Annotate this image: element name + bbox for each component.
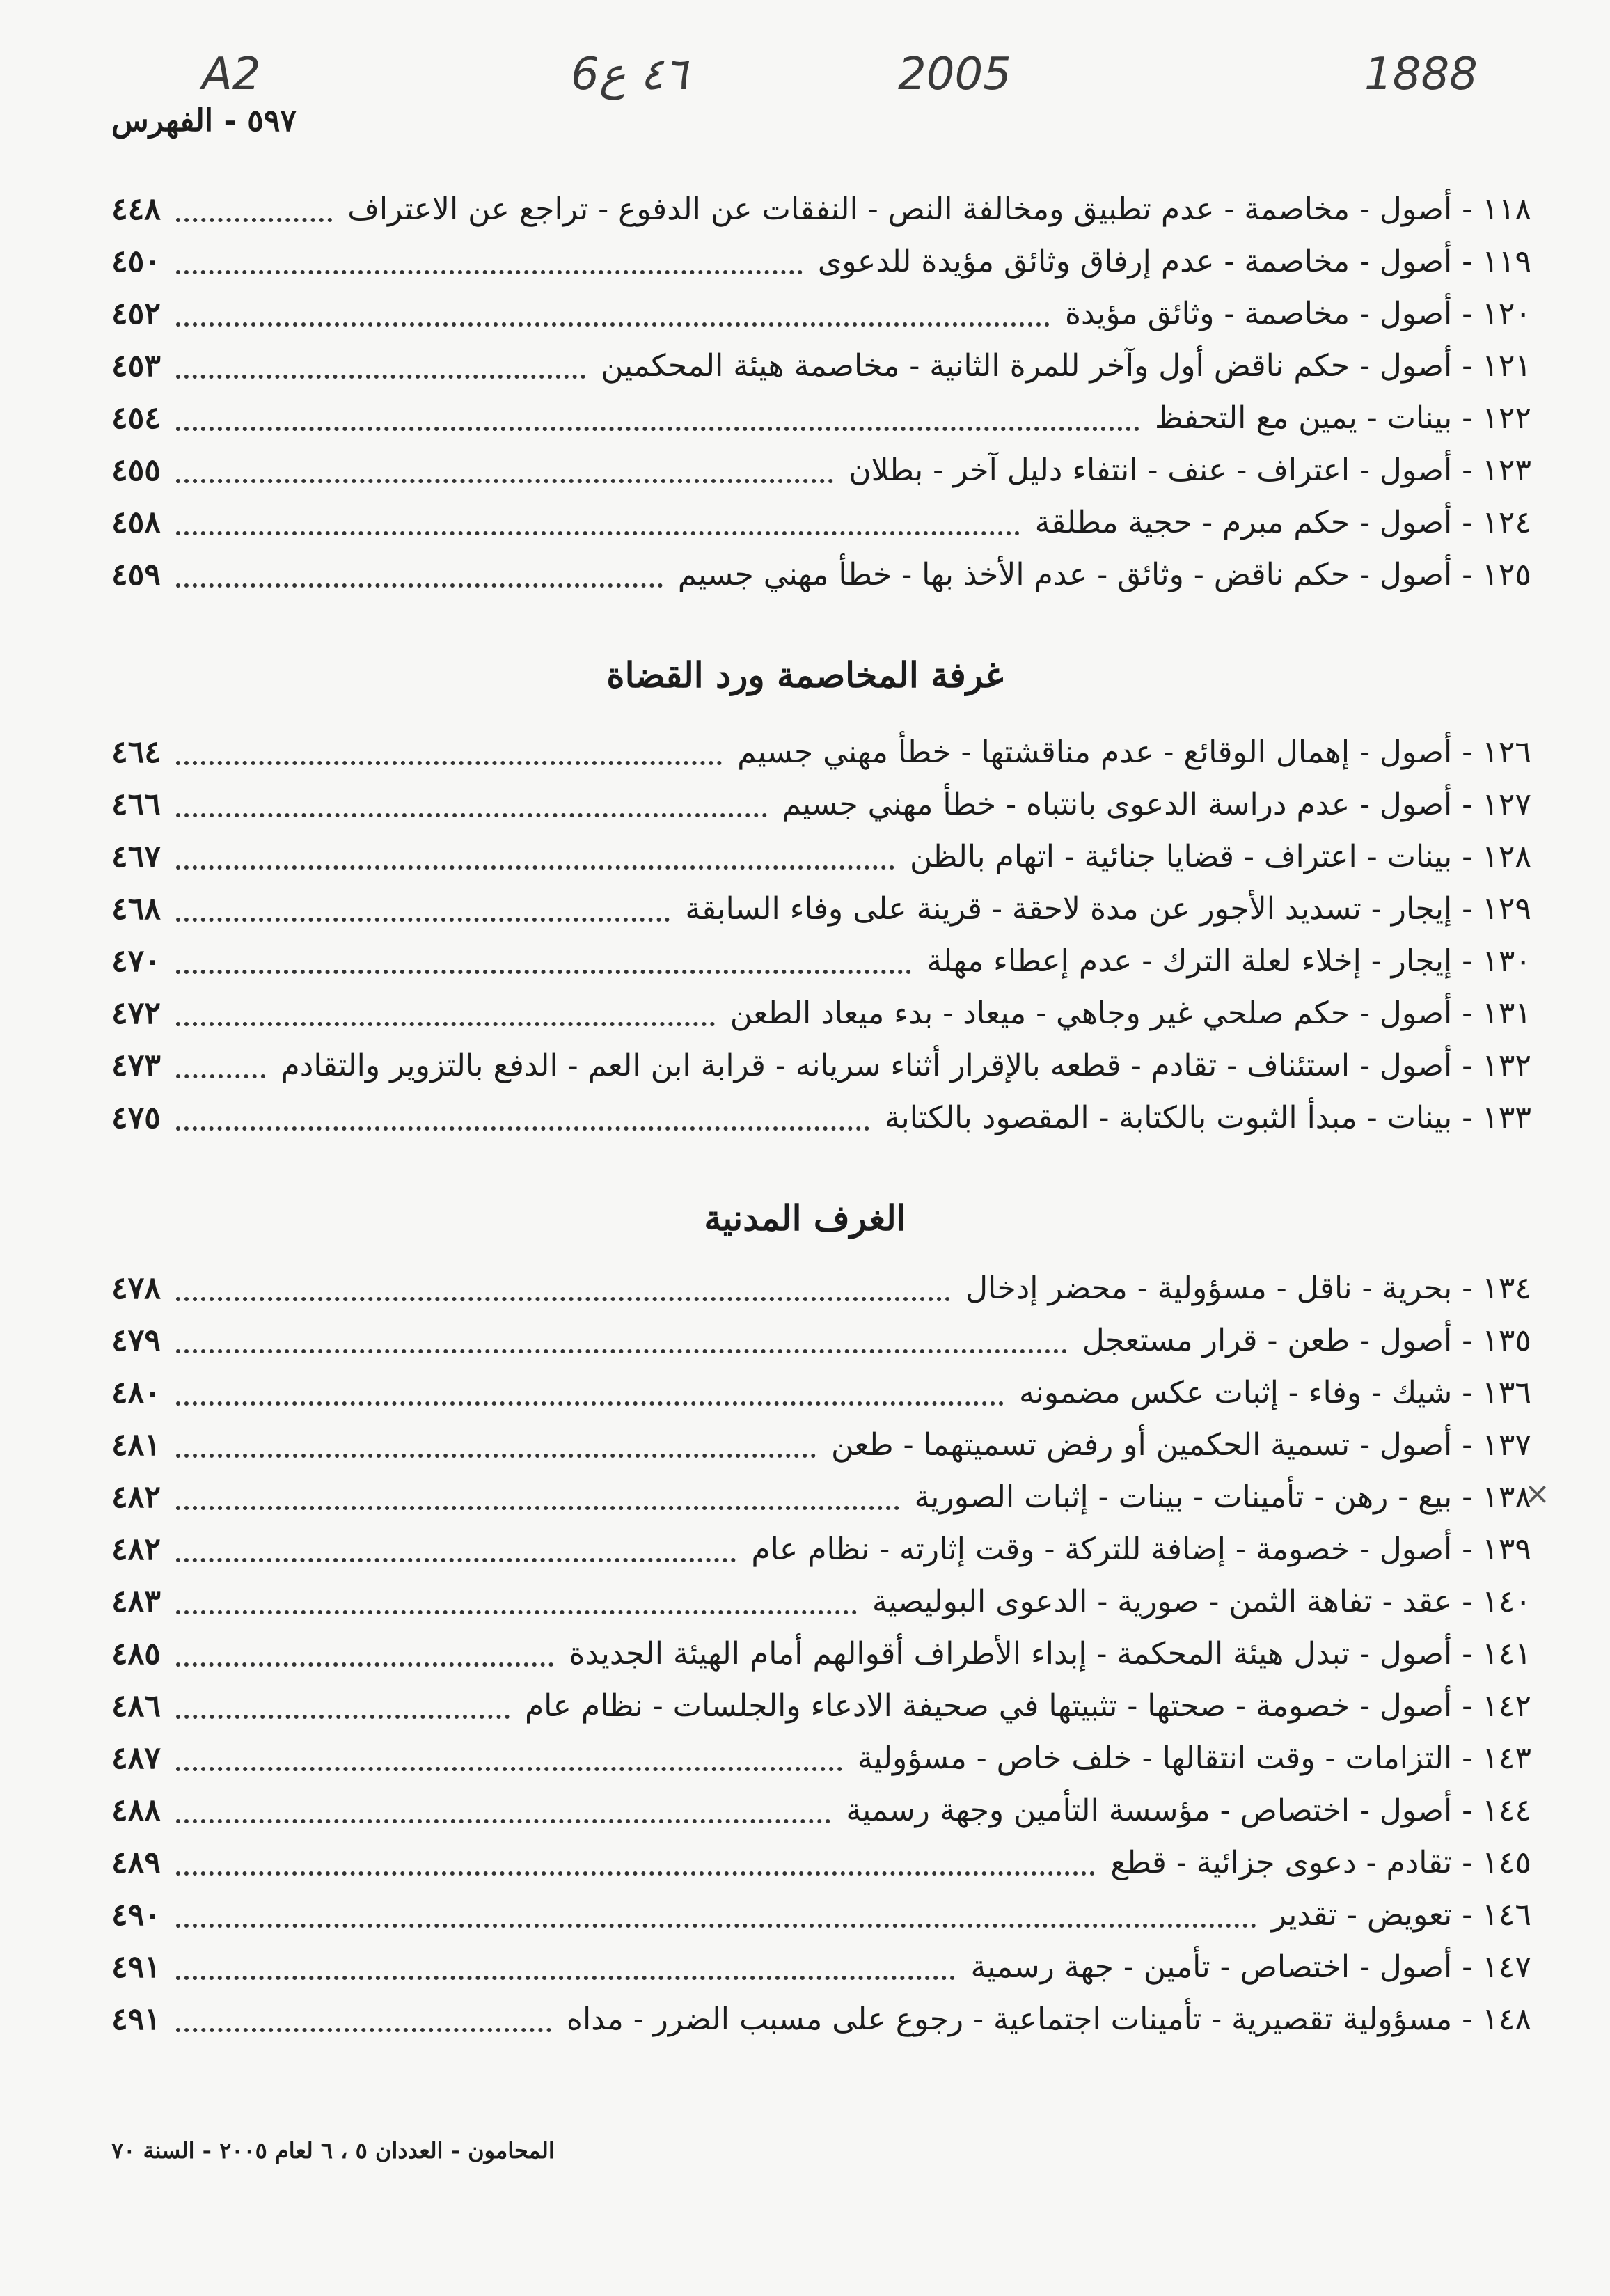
toc-entry [111,393,1531,442]
entry-title: التزامات - وقت انتقالها - خلف خاص - مسؤولية [857,1740,1453,1776]
toc-entry [111,884,1531,933]
entry-number: ١٤٧ [1482,1949,1531,1985]
dot-leader [176,1656,554,1667]
entry-page-number: ٤٧٨ [111,1270,161,1306]
entry-separator: - [1462,1322,1473,1358]
dot-leader [176,368,585,379]
dot-leader [176,1394,1004,1406]
entry-separator: - [1462,452,1473,488]
entry-number: ١٤٠ [1482,1583,1531,1619]
entry-separator: - [1462,556,1473,592]
entry-number: ١٣٩ [1482,1531,1531,1567]
entry-number: ١٢٨ [1482,838,1531,874]
entry-page-number: ٤٩٠ [111,1896,161,1933]
entry-title: أصول - مخاصمة - عدم إرفاق وثائق مؤيدة للدعوى [817,243,1453,279]
section-heading-civil-chambers: الغرف المدنية [704,1197,906,1239]
toc-entry [111,1995,1531,2043]
dot-leader [176,1603,857,1614]
entry-title: أصول - خصومة - صحتها - تثبيتها في صحيفة الادعاء والجلسات - نظام عام [524,1688,1453,1724]
entry-page-number: ٤٨٣ [111,1583,161,1619]
dot-leader [176,1015,715,1026]
entry-separator: - [1462,890,1473,927]
entry-title: أصول - مخاصمة - عدم تطبيق ومخالفة النص - النفقات عن الدفوع - تراجع عن الاعتراف [347,191,1453,227]
dot-leader [176,911,670,922]
entry-number: ١٤٢ [1482,1688,1531,1724]
toc-entry [111,1525,1531,1573]
entry-page-number: ٤٨١ [111,1426,161,1463]
entry-separator: - [1462,1047,1473,1083]
entry-page-number: ٤٨٥ [111,1635,161,1672]
entry-separator: - [1462,1844,1473,1880]
dot-leader [176,211,332,222]
toc-entry [111,1942,1531,1991]
toc-entry [111,936,1531,985]
entry-number: ١٣٨ [1482,1479,1531,1515]
entry-separator: - [1462,1792,1473,1828]
toc-entry [111,989,1531,1037]
entry-title: أصول - اختصاص - تأمين - جهة رسمية [970,1949,1453,1985]
entry-page-number: ٤٨٩ [111,1844,161,1880]
entry-number: ١٢٧ [1482,786,1531,822]
toc-entry [111,728,1531,776]
running-head: ٥٩٧ - الفهرس [111,103,297,139]
entry-page-number: ٤٤٨ [111,191,161,227]
entry-separator: - [1462,1426,1473,1463]
dot-leader [176,1342,1067,1353]
entry-page-number: ٤٨٢ [111,1531,161,1567]
entry-separator: - [1462,1374,1473,1410]
entry-page-number: ٤٩١ [111,1949,161,1985]
entry-title: أصول - مخاصمة - وثائق مؤيدة [1064,295,1453,331]
entry-page-number: ٤٨٠ [111,1374,161,1410]
entry-page-number: ٤٨٢ [111,1479,161,1515]
dot-leader [176,1499,899,1510]
entry-title: أصول - استئناف - تقادم - قطعه بالإقرار أثناء سريانه - قرابة ابن العم - الدفع بالتزوير والتقادم [281,1047,1453,1083]
handwritten-note-3: 2005 [898,49,1011,100]
toc-entry [111,1472,1531,1521]
handwritten-note-4: 1888 [1364,49,1478,100]
entry-title: أصول - حكم مبرم - حجية مطلقة [1034,504,1453,540]
handwritten-note-2: 6٤٦ ع [571,49,688,100]
section-heading-disputes: غرفة المخاصمة ورد القضاة [606,654,1004,695]
entry-number: ١٢٦ [1482,734,1531,770]
dot-leader [176,1969,956,1980]
dot-leader [176,858,894,870]
entry-separator: - [1462,347,1473,384]
entry-page-number: ٤٨٨ [111,1792,161,1828]
dot-leader [176,1708,510,1719]
dot-leader [176,1864,1096,1876]
entry-title: أصول - خصومة - إضافة للتركة - وقت إثارته - نظام عام [751,1531,1453,1567]
dot-leader [176,524,1020,535]
entry-number: ١٢٤ [1482,504,1531,540]
toc-entry [111,1681,1531,1730]
entry-number: ١٣٠ [1482,943,1531,979]
entry-page-number: ٤٧٩ [111,1322,161,1358]
entry-number: ١٤٨ [1482,2001,1531,2037]
entry-number: ١٣٧ [1482,1426,1531,1463]
dot-leader [176,315,1050,327]
entry-title: أصول - عدم دراسة الدعوى بانتباه - خطأ مهني جسيم [782,786,1453,822]
entry-page-number: ٤٨٦ [111,1688,161,1724]
entry-separator: - [1462,295,1473,331]
entry-separator: - [1462,1531,1473,1567]
entry-page-number: ٤٥٥ [111,452,161,488]
dot-leader [176,1551,736,1562]
entry-number: ١٢٩ [1482,890,1531,927]
entry-title: أصول - اعتراف - عنف - انتفاء دليل آخر - بطلان [849,452,1453,488]
entry-separator: - [1462,504,1473,540]
entry-page-number: ٤٥٤ [111,400,161,436]
entry-title: أصول - إهمال الوقائع - عدم مناقشتها - خطأ مهني جسيم [737,734,1453,770]
entry-separator: - [1462,1270,1473,1306]
entry-page-number: ٤٩١ [111,2001,161,2037]
entry-separator: - [1462,191,1473,227]
dot-leader [176,1917,1256,1928]
entry-separator: - [1462,1740,1473,1776]
entry-number: ١١٨ [1482,191,1531,227]
entry-title: بينات - يمين مع التحفظ [1155,400,1453,436]
entry-title: تقادم - دعوى جزائية - قطع [1110,1844,1453,1880]
dot-leader [176,754,722,765]
entry-title: أصول - حكم ناقض أول وآخر للمرة الثانية - مخاصمة هيئة المحكمين [601,347,1453,384]
entry-separator: - [1462,943,1473,979]
toc-entry [111,832,1531,881]
entry-title: بينات - مبدأ الثبوت بالكتابة - المقصود بالكتابة [884,1099,1453,1135]
toc-entry [111,1629,1531,1678]
dot-leader [176,1119,869,1131]
entry-number: ١٣٤ [1482,1270,1531,1306]
entry-title: بحرية - ناقل - مسؤولية - محضر إدخال [965,1270,1453,1306]
dot-leader [176,1067,266,1078]
dot-leader [176,1760,842,1771]
entry-number: ١٣٥ [1482,1322,1531,1358]
entry-title: أصول - حكم صلحي غير وجاهي - ميعاد - بدء ميعاد الطعن [729,995,1453,1031]
toc-entry [111,1041,1531,1090]
entry-page-number: ٤٦٧ [111,838,161,874]
entry-number: ١٤٤ [1482,1792,1531,1828]
entry-title: أصول - تسمية الحكمين أو رفض تسميتهما - طعن [830,1426,1453,1463]
entry-title: عقد - تفاهة الثمن - صورية - الدعوى البوليصية [871,1583,1453,1619]
entry-title: أصول - اختصاص - مؤسسة التأمين وجهة رسمية [846,1792,1453,1828]
toc-entry [111,1093,1531,1142]
entry-page-number: ٤٥٩ [111,556,161,592]
entry-separator: - [1462,2001,1473,2037]
entry-page-number: ٤٦٤ [111,734,161,770]
dot-leader [176,806,767,817]
toc-entry [111,550,1531,599]
entry-number: ١٤٥ [1482,1844,1531,1880]
entry-separator: - [1462,1688,1473,1724]
dot-leader [176,1447,816,1458]
entry-title: أصول - تبدل هيئة المحكمة - إبداء الأطراف أقوالهم أمام الهيئة الجديدة [569,1635,1453,1672]
entry-page-number: ٤٥٣ [111,347,161,384]
entry-number: ١٢٥ [1482,556,1531,592]
toc-entry [111,780,1531,828]
entry-number: ١٢٣ [1482,452,1531,488]
entry-number: ١٤٦ [1482,1896,1531,1933]
entry-separator: - [1462,1583,1473,1619]
entry-separator: - [1462,1099,1473,1135]
dot-leader [176,1290,950,1301]
dot-leader [176,2021,551,2032]
toc-entry [111,1786,1531,1834]
entry-separator: - [1462,786,1473,822]
entry-title: تعويض - تقدير [1271,1896,1453,1933]
entry-separator: - [1462,1949,1473,1985]
toc-entry [111,184,1531,233]
entry-title: بينات - اعتراف - قضايا جنائية - اتهام بالظن [909,838,1453,874]
entry-page-number: ٤٧٣ [111,1047,161,1083]
entry-title: أصول - طعن - قرار مستعجل [1082,1322,1453,1358]
toc-entry [111,446,1531,494]
toc-entry [111,1420,1531,1469]
toc-entry [111,1890,1531,1939]
dot-leader [176,472,833,483]
entry-separator: - [1462,1479,1473,1515]
entry-page-number: ٤٧٠ [111,943,161,979]
toc-entry [111,341,1531,390]
entry-separator: - [1462,734,1473,770]
toc-entry [111,1316,1531,1365]
entry-number: ١٢٠ [1482,295,1531,331]
entry-number: ١٣٣ [1482,1099,1531,1135]
dot-leader [176,576,663,588]
entry-number: ١٤١ [1482,1635,1531,1672]
entry-separator: - [1462,1635,1473,1672]
dot-leader [176,263,803,274]
margin-mark: × [1524,1476,1550,1511]
entry-page-number: ٤٥٨ [111,504,161,540]
toc-entry [111,1577,1531,1626]
entry-title: شيك - وفاء - إثبات عكس مضمونه [1019,1374,1453,1410]
entry-title: إيجار - إخلاء لعلة الترك - عدم إعطاء مهلة [926,943,1453,979]
entry-title: مسؤولية تقصيرية - تأمينات اجتماعية - رجوع على مسبب الضرر - مداه [566,2001,1453,2037]
entry-page-number: ٤٦٨ [111,890,161,927]
entry-title: إيجار - تسديد الأجور عن مدة لاحقة - قرينة على وفاء السابقة [685,890,1453,927]
entry-number: ١١٩ [1482,243,1531,279]
entry-separator: - [1462,243,1473,279]
entry-page-number: ٤٧٥ [111,1099,161,1135]
toc-entry [111,1264,1531,1312]
entry-title: أصول - حكم ناقض - وثائق - عدم الأخذ بها - خطأ مهني جسيم [677,556,1453,592]
toc-entry [111,498,1531,547]
entry-page-number: ٤٧٢ [111,995,161,1031]
handwritten-note-1: A2 [202,49,261,100]
entry-title: بيع - رهن - تأمينات - بينات - إثبات الصورية [914,1479,1453,1515]
toc-entry [111,237,1531,285]
entry-separator: - [1462,1896,1473,1933]
entry-number: ١٣٦ [1482,1374,1531,1410]
toc-entry [111,1838,1531,1887]
dot-leader [176,420,1139,431]
entry-separator: - [1462,400,1473,436]
entry-separator: - [1462,995,1473,1031]
entry-number: ١٤٣ [1482,1740,1531,1776]
entry-page-number: ٤٦٦ [111,786,161,822]
entry-page-number: ٤٨٧ [111,1740,161,1776]
toc-entry [111,289,1531,338]
entry-number: ١٢١ [1482,347,1531,384]
entry-page-number: ٤٥٢ [111,295,161,331]
entry-number: ١٢٢ [1482,400,1531,436]
entry-number: ١٣٢ [1482,1047,1531,1083]
entry-number: ١٣١ [1482,995,1531,1031]
page-footer: المحامون - العددان ٥ ، ٦ لعام ٢٠٠٥ - السنة ٧٠ [111,2137,555,2164]
toc-entry [111,1733,1531,1782]
entry-page-number: ٤٥٠ [111,243,161,279]
entry-separator: - [1462,838,1473,874]
toc-entry [111,1368,1531,1417]
dot-leader [176,963,911,974]
dot-leader [176,1812,831,1823]
